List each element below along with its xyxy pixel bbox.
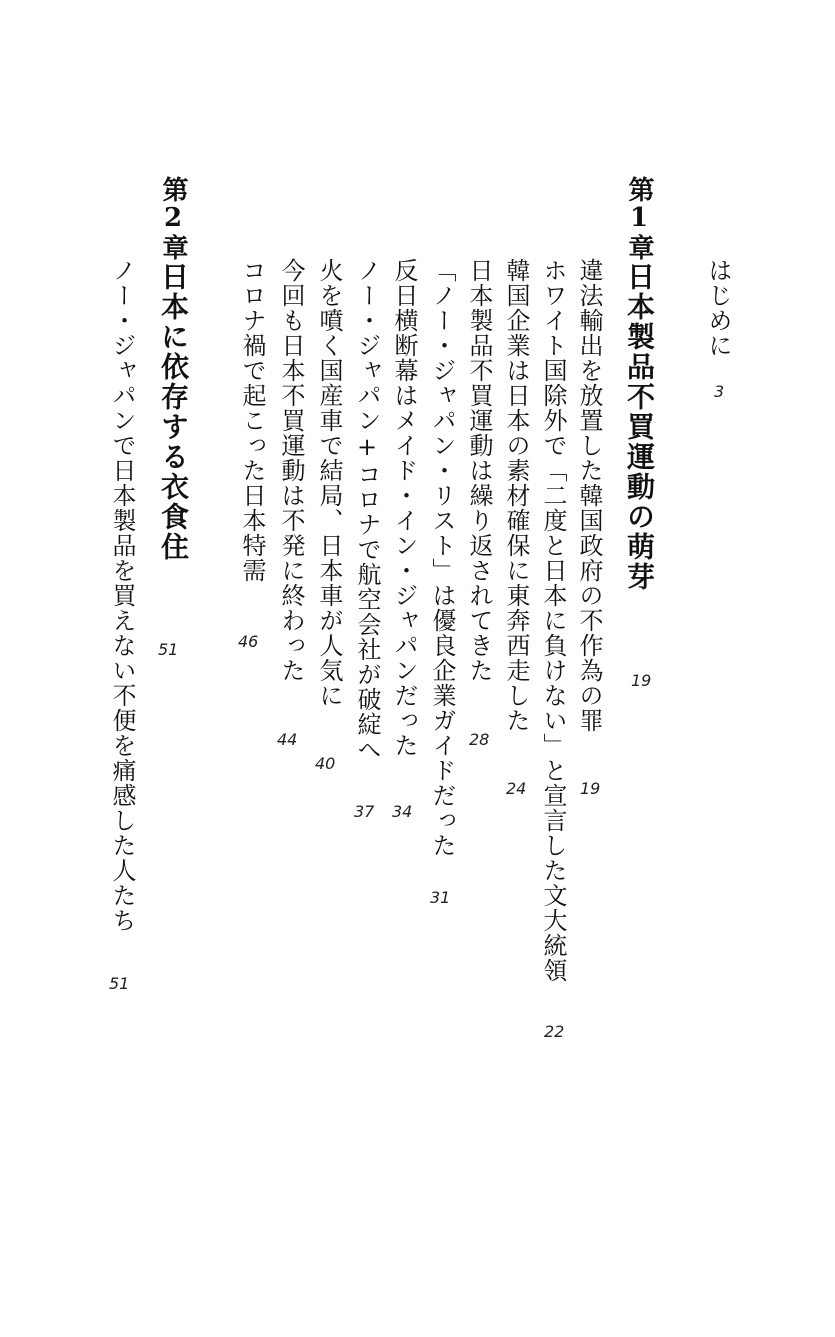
toc-entry[interactable]: 日本製品不買運動は繰り返されてきた	[465, 258, 493, 683]
toc-entry[interactable]: コロナ禍で起こった日本特需	[238, 258, 266, 583]
toc-entry[interactable]: 韓国企業は日本の素材確保に東奔西走した	[502, 258, 530, 733]
toc-entry[interactable]: ホワイト国除外で「二度と日本に負けない」と宣言した文大統領	[539, 258, 567, 983]
toc-intro-title[interactable]: はじめに	[704, 258, 732, 358]
chapter-1-label: 第1章	[624, 176, 654, 261]
toc-entry-page: 19	[580, 779, 601, 798]
toc-entry[interactable]: 「ノー・ジャパン・リスト」は優良企業ガイドだった	[428, 258, 456, 858]
toc-entry[interactable]: 今回も日本不買運動は不発に終わった	[277, 258, 305, 683]
toc-entry-page: 40	[315, 754, 336, 773]
toc-entry[interactable]: ノー・ジャパン+コロナで航空会社が破綻へ	[353, 258, 381, 762]
toc-entry[interactable]: 反日横断幕はメイド・イン・ジャパンだった	[390, 258, 418, 758]
chapter-2-title[interactable]: 日本に依存する衣食住	[157, 262, 190, 562]
toc-entry-page: 34	[392, 802, 413, 821]
chapter-1-page: 19	[631, 671, 652, 690]
toc-entry-page: 28	[469, 730, 490, 749]
toc-intro-page: 3	[714, 382, 725, 401]
toc-entry-page: 31	[430, 888, 451, 907]
chapter-2-page: 51	[158, 640, 179, 659]
toc-entry[interactable]: 違法輸出を放置した韓国政府の不作為の罪	[575, 258, 603, 733]
toc-entry-page: 22	[544, 1022, 565, 1041]
toc-entry[interactable]: ノー・ジャパンで日本製品を買えない不便を痛感した人たち	[108, 258, 136, 933]
chapter-2-label: 第2章	[158, 176, 188, 261]
toc-entry-page: 44	[277, 730, 298, 749]
toc-entry-page: 37	[354, 802, 375, 821]
toc-entry[interactable]: 火を噴く国産車で結局、日本車が人気に	[315, 258, 343, 708]
toc-entry-page: 46	[238, 632, 259, 651]
toc-entry-page: 51	[109, 974, 130, 993]
toc-entry-page: 24	[506, 779, 527, 798]
chapter-1-title[interactable]: 日本製品不買運動の萌芽	[623, 262, 656, 592]
